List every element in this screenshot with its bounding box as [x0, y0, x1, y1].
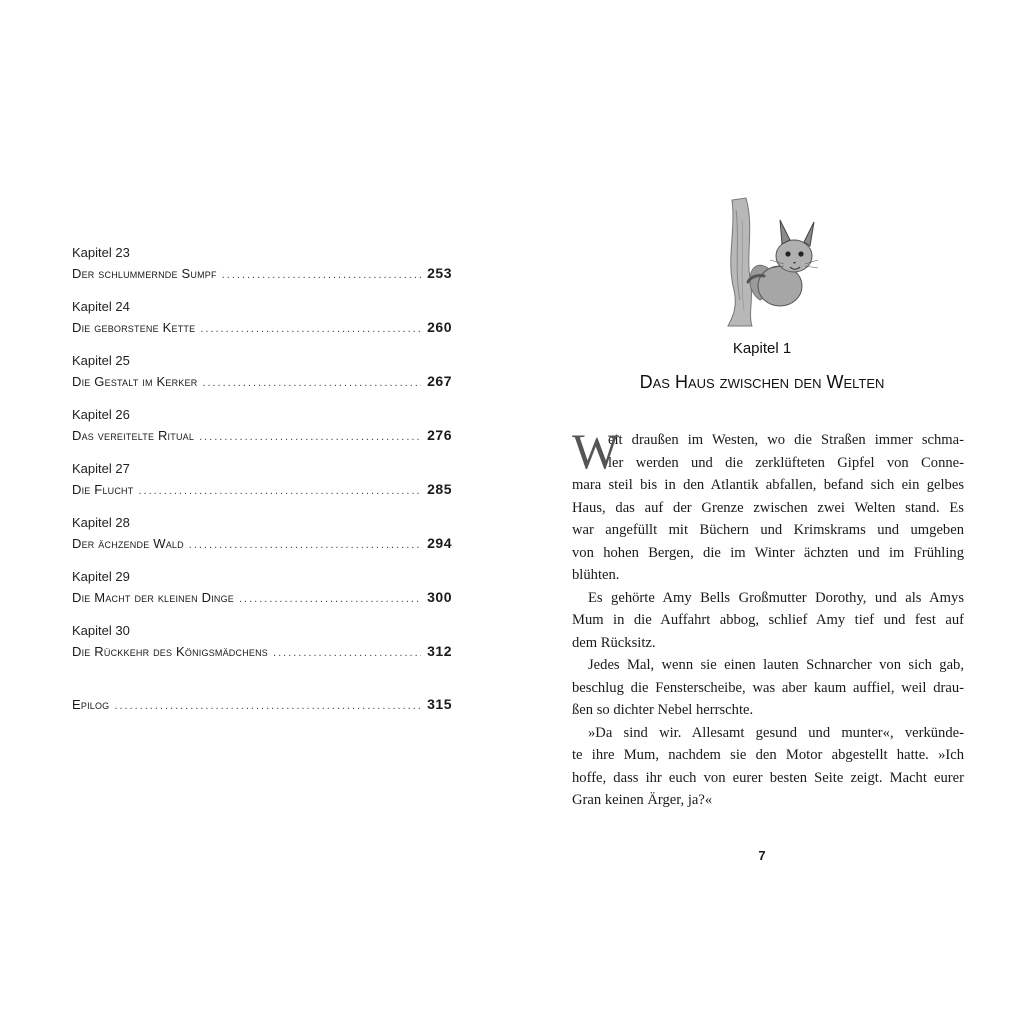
- toc-chapter-number: Kapitel 25: [72, 353, 130, 368]
- toc-chapter-title: Der ächzende Wald: [72, 536, 184, 551]
- chapter-label: Kapitel 1: [732, 340, 792, 357]
- page-number: 7: [758, 848, 766, 863]
- text-line: von hohen Bergen, die im Winter ächzten und im Frühling: [572, 544, 964, 561]
- toc-line: [72, 370, 452, 392]
- toc-line: [72, 262, 452, 284]
- toc-leader-dots: [222, 264, 421, 286]
- toc-page-number: 312: [427, 643, 452, 659]
- toc-line: [72, 532, 452, 554]
- toc-entry: [72, 513, 452, 567]
- toc-page-number: 315: [427, 696, 452, 712]
- toc-page-number: 253: [427, 265, 452, 281]
- toc-leader-dots: [138, 480, 421, 502]
- text-line: »Da sind wir. Allesamt gesund und munter«, verkünde-: [588, 724, 964, 741]
- toc-entry: [72, 405, 452, 459]
- toc-epilog: [72, 693, 452, 715]
- toc-chapter-number: Kapitel 28: [72, 515, 130, 530]
- text-line: eit draußen im Westen, wo die Straßen immer schma-: [608, 432, 964, 448]
- text-line: ßen so dichter Nebel herrschte.: [572, 702, 754, 718]
- toc-chapter-title: Die Flucht: [72, 482, 134, 497]
- toc-entry: [72, 621, 452, 675]
- toc-page-number: 294: [427, 535, 452, 551]
- text-line: blühten.: [572, 567, 620, 583]
- toc-chapter-number: Kapitel 27: [72, 461, 130, 476]
- toc-chapter-number: Kapitel 29: [72, 569, 130, 584]
- text-line: hoffe, dass ihr euch von eurer besten Seite zeigt. Macht eurer: [572, 769, 964, 786]
- toc-line: [72, 640, 452, 662]
- chapter-title: Das Haus zwischen den Welten: [639, 372, 885, 392]
- toc-chapter-number: Kapitel 30: [72, 623, 130, 638]
- table-of-contents: [72, 243, 452, 715]
- toc-chapter-title: Die geborstene Kette: [72, 320, 196, 335]
- toc-chapter-title: Die Gestalt im Kerker: [72, 374, 198, 389]
- toc-epilog-title: Epilog: [72, 697, 110, 712]
- toc-leader-dots: [239, 588, 421, 610]
- toc-line: [72, 424, 452, 446]
- toc-entry: [72, 297, 452, 351]
- toc-leader-dots: [114, 695, 421, 717]
- toc-chapter-number: Kapitel 26: [72, 407, 130, 422]
- toc-entry: [72, 567, 452, 621]
- text-line: war angefüllt mit Büchern und Krimskrams und umgeben: [572, 522, 964, 538]
- toc-chapter-title: Der schlummernde Sumpf: [72, 266, 217, 281]
- toc-leader-dots: [273, 642, 421, 664]
- text-line: te ihre Mum, nachdem sie den Motor abgestellt hatte. »Ich: [572, 747, 964, 763]
- toc-chapter-title: Das vereitelte Ritual: [72, 428, 195, 443]
- toc-leader-dots: [200, 318, 421, 340]
- text-line: Mum in die Auffahrt abbog, schlief Amy tief und fest auf: [572, 612, 964, 628]
- squirrel-on-tree-icon: [724, 190, 824, 328]
- toc-page-number: 285: [427, 481, 452, 497]
- drop-cap: W: [572, 423, 620, 479]
- toc-leader-dots: [202, 372, 421, 394]
- toc-line: [72, 586, 452, 608]
- toc-chapter-number: Kapitel 23: [72, 245, 130, 260]
- body-text: [572, 423, 964, 812]
- toc-entry: [72, 243, 452, 297]
- toc-page-number: 276: [427, 427, 452, 443]
- toc-line: [72, 478, 452, 500]
- right-page: [512, 0, 1024, 1024]
- toc-entry: [72, 351, 452, 405]
- toc-leader-dots: [199, 426, 421, 448]
- toc-page-number: 300: [427, 589, 452, 605]
- toc-chapter-number: Kapitel 24: [72, 299, 130, 314]
- toc-page-number: 267: [427, 373, 452, 389]
- text-line: ler werden und die zerklüfteten Gipfel von Conne-: [608, 454, 964, 471]
- text-line: Gran keinen Ärger, ja?«: [572, 792, 713, 808]
- toc-line: [72, 316, 452, 338]
- toc-entry: [72, 459, 452, 513]
- toc-chapter-title: Die Rückkehr des Königsmädchens: [72, 644, 269, 659]
- toc-chapter-title: Die Macht der kleinen Dinge: [72, 590, 234, 605]
- text-line: Haus, das auf der Grenze zwischen zwei Welten stand. Es: [572, 499, 964, 516]
- toc-page-number: 260: [427, 319, 452, 335]
- text-line: beschlug die Fensterscheibe, was aber kaum auffiel, weil drau-: [572, 679, 964, 696]
- text-line: Es gehörte Amy Bells Großmutter Dorothy, und als Amys: [588, 589, 964, 606]
- text-line: Jedes Mal, wenn sie einen lauten Schnarcher von sich gab,: [588, 657, 964, 673]
- toc-leader-dots: [189, 534, 421, 556]
- text-line: dem Rücksitz.: [572, 634, 656, 651]
- text-line: mara steil bis in den Atlantik abfallen, befand sich ein gelbes: [572, 477, 964, 493]
